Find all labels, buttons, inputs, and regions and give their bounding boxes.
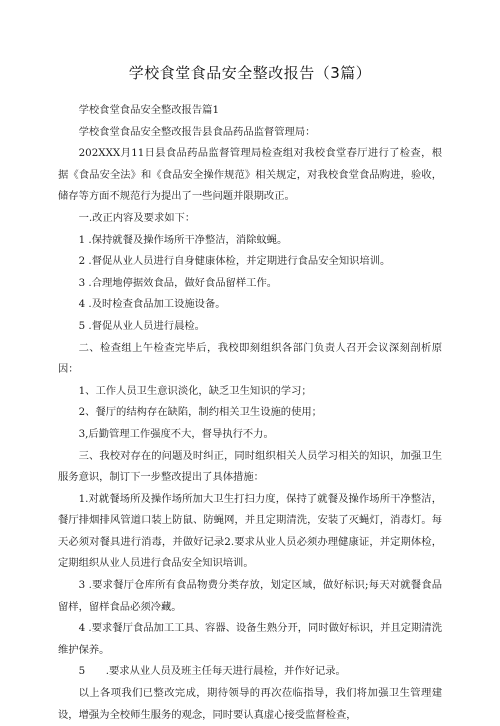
paragraph: 二、检查组上午检查完毕后，我校即刻组织各部门负责人召开会议深刻剖析原因： [58, 341, 442, 376]
list-item: 2 .督促从业人员进行自身健康体检，并定期进行食品安全知识培训。 [78, 255, 391, 268]
list-item: 1、工作人员卫生意识淡化，缺乏卫生知识的学习； [78, 384, 312, 397]
paragraph: 三、我校对存在的问题及时纠正，同时组织相关人员学习相关的知识，加强卫生服务意识，制订下一步整改提出了具体措施： [58, 449, 442, 484]
paragraph: 5 .要求从业人员及班主任每天进行晨检，并作好记录。 [78, 665, 346, 678]
paragraph: 3 .要求餐厅仓库所有食品物费分类存放，划定区域，做好标识;每天对就餐食品留样，留样食品必须冷藏。 [58, 579, 442, 613]
paragraph: 4 .要求餐厅食品加工工具、容器、设备生熟分开，同时做好标识，并且定期清洗维护保养。 [58, 622, 442, 656]
document-title: 学校食堂食品安全整改报告（3篇） [128, 64, 372, 82]
paragraph: 学校食堂食品安全整改报告篇1 [78, 104, 220, 116]
paragraph: 1.对就餐场所及操作场所加大卫生打扫力度，保持了就餐及操作场所干净整洁，餐厅排烟排风管道口装上防鼠、防蝇网，并且定期清洗，安装了灭蝇灯，消毒灯。每天必须对餐具进行消毒，并做好记录2.要求从业人员必须办理健康证，并定期体检，定期组织从业人员进行食品安全知识培训。 [58, 492, 442, 570]
paragraph: 一.改正内容及要求如下： [78, 211, 196, 224]
list-item: 3 .合理地停据效食品，做好食品留样工作。 [78, 276, 278, 289]
paragraph: 以上各项我们已整改完成，期待领导的再次莅临指导，我们将加强卫生管理建设，增强为全校师生服务的观念，同时要认真虚心接受监督检查， [58, 687, 442, 721]
list-item: 1 .保持就餐及操作场所干净整洁，消除蚊蝇。 [78, 233, 288, 246]
paragraph: 202XXX月11日县食品药品监督管理局检查组对我校食堂春厅进行了检查，根据《食品安全法》和《食品安全操作规范》相关规定，对我校食堂食品购进，验收，储存等方面不规范行为提出了一些问题并限期改正。 [58, 147, 442, 203]
list-item: 2、餐厅的结构存在缺陷，制约相关卫生设施的使用； [78, 406, 322, 419]
list-item: 3,后勤管理工作强度不大，督导执行不力。 [78, 427, 274, 440]
document-body [58, 100, 442, 726]
list-item: 5 .督促从业人员进行晨检。 [78, 319, 205, 332]
paragraph: 学校食堂食品安全整改报告县食品药品监督管理局： [78, 125, 316, 138]
list-item: 4 .及时检查食品加工设施设备。 [78, 298, 226, 311]
